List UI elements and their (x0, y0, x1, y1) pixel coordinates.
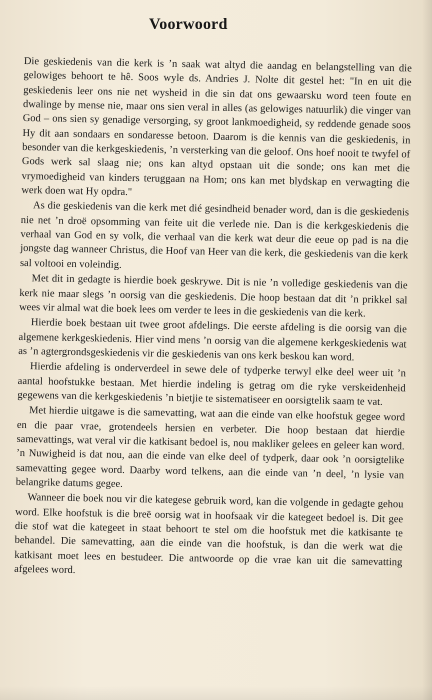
page-bottom-shadow (0, 686, 432, 700)
paragraph-3: Met dit in gedagte is hierdie boek geskrywe. Dit is nie ’n volledige geskiedenis van die kerk nie maar slegs ’n oorsig van die geskiedenis. Die hoop bestaan dat dit ’n prikkel sal wees vir almal wat die boek lees om verder te lees in die geskiedenis van die kerk. (19, 273, 408, 320)
paragraph-1: Die geskiedenis van die kerk is ’n saak wat altyd die aandag en belangstelling van die gelowiges behoort te hê. Soos wyle ds. Andries J. Nolte dit gestel het: "In en uit die geskiedenis leer ons nie net wysheid in die sin dat ons gewaarsku word teen foute en dwalinge by mense nie, maar ons sien veral in alles (as gelowiges natuurlik) die vinger van God – ons sien sy genadige versorging, sy groot lankmoedigheid, sy reddende genade soos Hy dit aan sondaars en sondaresse betoon. Daarom is die kennis van die geskiedenis, in besonder van die kerkgeskiedenis, ’n versterking van die geloof. Ons hoef nooit te twyfel of Gods werk sal slaag nie; ons kan altyd opstaan uit die sonde; ons kan met die vrymoedigheid van kinders teruggaan na Hom; ons kan met blydskap en verwagting die werk doen wat Hy opdra." (21, 55, 412, 199)
page-title: Voorwoord (149, 16, 228, 33)
paragraph-2: As die geskiedenis van die kerk met dié gesindheid benader word, dan is die geskiedenis nie net ’n droë opsomming van feite uit die verlede nie. Dan is die kerkgeskiedenis die verhaal van God en sy volk, die verhaal van die kerk wat deur die eeue op pad is na die jongste dag wanneer Christus, die Hoof van Heer van die kerk, die geskiedenis van die kerk sal voltooi en voleindig. (19, 200, 410, 271)
body-text (14, 55, 412, 586)
paragraph-4: Hierdie boek bestaan uit twee groot afdelings. Die eerste afdeling is die oorsig van die algemene kerkgeskiedenis. Hier vind mens ’n oorsig van die algemene kerkgeskiedenis wat as ’n agtergrondsgeskiedenis vir die geskiedenis van ons kerk beskou kan word. (18, 317, 407, 364)
paragraph-5: Hierdie afdeling is onderverdeel in sewe dele of tydperke terwyl elke deel weer uit ’n aantal hoofstukke bestaan. Met hierdie indeling is getrag om die ryke verskeidenheid gegewens van die kerkgeskiedenis ’n bietjie te sistematiseer en oorsigtelik saam te vat. (17, 361, 407, 408)
paragraph-7: Wanneer die boek nou vir die kategese gebruik word, kan die volgende in gedagte gehou word. Elke hoofstuk is die breë oorsig wat in hoofsaak vir die kategeet bedoel is. Dit gee die stof wat die kategeet in staat behoort te stel om die hoofstuk met die katkisante te behandel. Die samevatting, aan die einde van die hoofstuk, is dan die werk wat die katkisant moet lees en bestudeer. Die antwoorde op die vrae kan uit die samevatting afgelees word. (14, 492, 404, 577)
paragraph-6: Met hierdie uitgawe is die samevatting, wat aan die einde van elke hoofstuk gegee word en die paar vrae, grotendeels hersien en verbeter. Die hoop bestaan dat hierdie samevattings, wat veral vir die katkisant bedoel is, nou makliker gelees en geleer kan word. ’n Nuwigheid is dat nou, aan die einde van elke deel of tydperk, daar ook ’n oorsigtelike samevatting gegee word. Daarby word telkens, aan die einde van ’n deel, ’n lysie van belangrike datums gegee. (15, 405, 406, 490)
page-edge-shadow (422, 0, 432, 700)
